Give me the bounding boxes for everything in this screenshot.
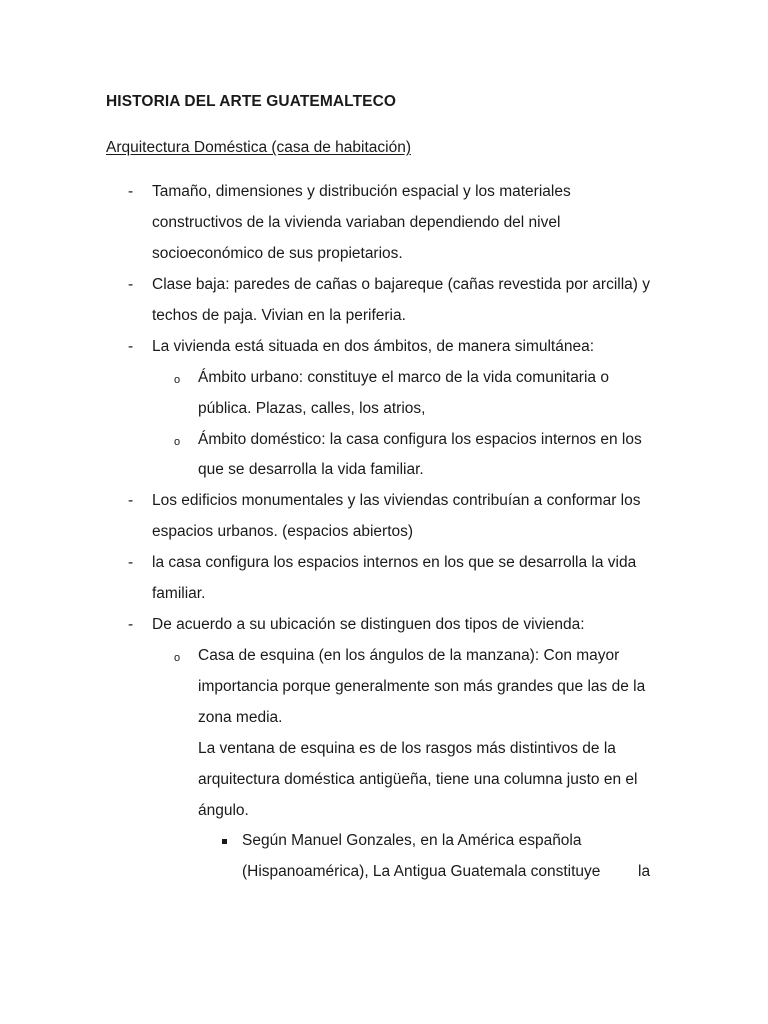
section-heading: Arquitectura Doméstica (casa de habitación) [106,139,411,156]
paragraph-line: constructivos de la vivienda variaban dependiendo del nivel [152,214,561,231]
paragraph-line: Ámbito urbano: constituye el marco de la vida comunitaria o [198,369,609,386]
dash-bullet: - [128,183,134,200]
paragraph-line: que se desarrolla la vida familiar. [198,461,424,478]
circle-bullet: o [174,436,181,448]
paragraph-line: De acuerdo a su ubicación se distinguen dos tipos de vivienda: [152,616,585,633]
square-bullet-icon [222,839,227,844]
paragraph-line: Clase baja: paredes de cañas o bajareque (cañas revestida por arcilla) y [152,276,651,293]
paragraph-line: la casa configura los espacios internos en los que se desarrolla la vida [152,554,637,571]
paragraph-line: techos de paja. Vivian en la periferia. [152,307,406,324]
paragraph-line: (Hispanoamérica), La Antigua Guatemala constituye [242,863,601,880]
paragraph-line: familiar. [152,585,206,602]
paragraph-line: Casa de esquina (en los ángulos de la manzana): Con mayor [198,647,620,664]
paragraph-line: zona media. [198,709,283,726]
paragraph-line: importancia porque generalmente son más grandes que las de la [198,678,646,695]
paragraph-line: la [638,863,651,880]
paragraph-line: arquitectura doméstica antigüeña, tiene una columna justo en el [198,771,638,788]
dash-bullet: - [128,492,134,509]
dash-bullet: - [128,276,134,293]
circle-bullet: o [174,374,181,386]
document-title: HISTORIA DEL ARTE GUATEMALTECO [106,93,397,110]
paragraph-line: socioeconómico de sus propietarios. [152,245,403,262]
dash-bullet: - [128,616,134,633]
dash-bullet: - [128,338,134,355]
paragraph-line: La ventana de esquina es de los rasgos más distintivos de la [198,740,616,757]
paragraph-line: La vivienda está situada en dos ámbitos, de manera simultánea: [152,338,595,355]
paragraph-line: Según Manuel Gonzales, en la América española [242,832,582,849]
circle-bullet: o [174,652,181,664]
paragraph-line: espacios urbanos. (espacios abiertos) [152,523,414,540]
paragraph-line: ángulo. [198,802,249,819]
paragraph-line: Ámbito doméstico: la casa configura los espacios internos en los [198,431,642,448]
dash-bullet: - [128,554,134,571]
paragraph-line: Tamaño, dimensiones y distribución espacial y los materiales [152,183,571,200]
paragraph-line: Los edificios monumentales y las viviendas contribuían a conformar los [152,492,641,509]
paragraph-line: pública. Plazas, calles, los atrios, [198,400,426,417]
